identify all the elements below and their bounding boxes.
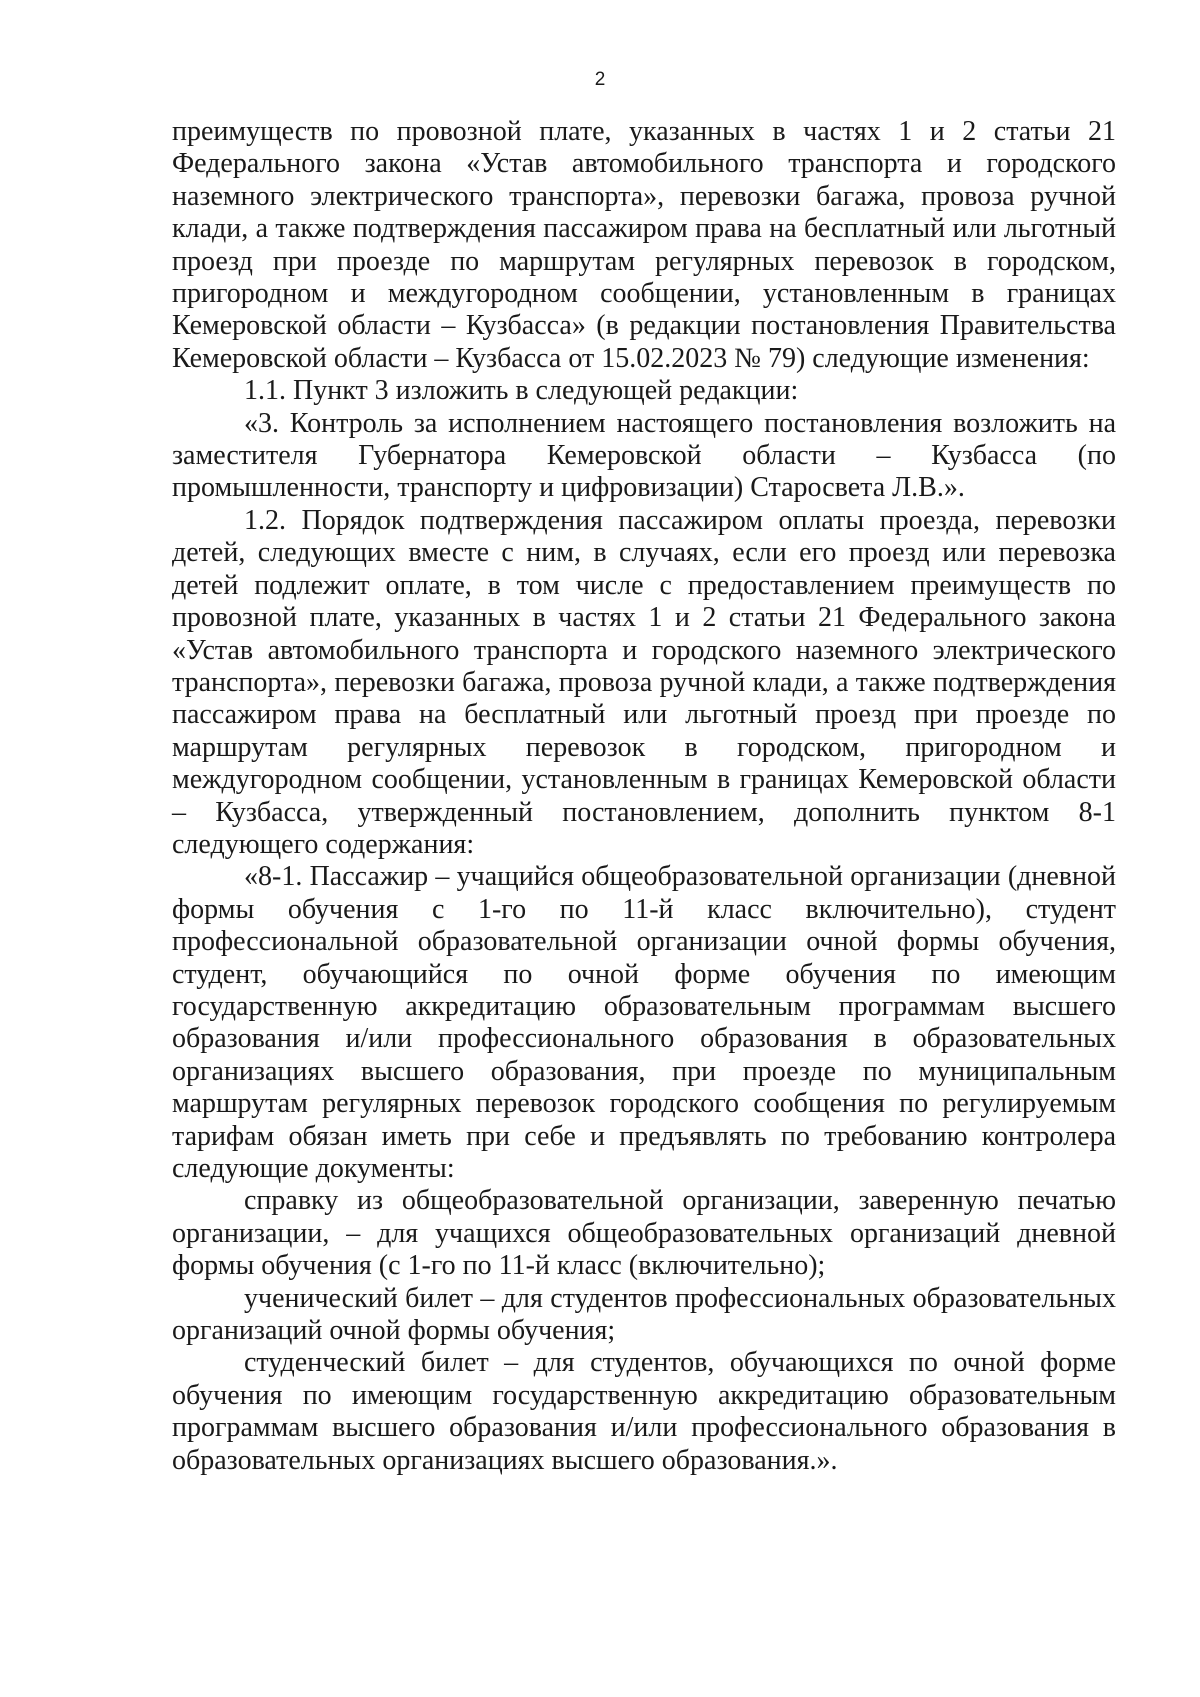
page-number: 2	[594, 69, 606, 90]
paragraph-quoted-item-8-1: «8-1. Пассажир – учащийся общеобразовательной организации (дневной формы обучения с 1-го по 11-й класс включительно), студент профессиональной образовательной организации очной формы обучения, студент, обучающийся по очной форме обучения по имеющим государственную аккредитацию образовательным программам высшего образования и/или профессионального образования в образовательных организациях высшего образования, при проезде по муниципальным маршрутам регулярных перевозок городского сообщения по регулируемым тарифам обязан иметь при себе и предъявлять по требованию контролера следующие документы:	[172, 861, 1116, 1184]
paragraph-document-certificate: справку из общеобразовательной организации, заверенную печатью организации, – для учащихся общеобразовательных организаций дневной формы обучения (с 1-го по 11-й класс (включительно);	[172, 1185, 1116, 1282]
paragraph-document-university-ticket: студенческий билет – для студентов, обучающихся по очной форме обучения по имеющим государственную аккредитацию образовательным программам высшего образования и/или профессионального образования в образовательных организациях высшего образования.».	[172, 1347, 1116, 1476]
paragraph-document-student-ticket: ученический билет – для студентов профессиональных образовательных организаций очной формы обучения;	[172, 1282, 1116, 1347]
paragraph-item-1-1: 1.1. Пункт 3 изложить в следующей редакции:	[244, 375, 799, 407]
document-body	[172, 116, 1116, 1477]
paragraph-item-1-2: 1.2. Порядок подтверждения пассажиром оплаты проезда, перевозки детей, следующих вместе с ним, в случаях, если его проезд или перевозка детей подлежит оплате, в том числе с предоставлением преимуществ по провозной плате, указанных в частях 1 и 2 статьи 21 Федерального закона «Устав автомобильного транспорта и городского наземного электрического транспорта», перевозки багажа, провоза ручной клади, а также подтверждения пассажиром права на бесплатный или льготный проезд при проезде по маршрутам регулярных перевозок в городском, пригородном и междугородном сообщении, установленным в границах Кемеровской области – Кузбасса, утвержденный постановлением, дополнить пунктом 8-1 следующего содержания:	[172, 504, 1116, 860]
paragraph-continuation: преимуществ по провозной плате, указанных в частях 1 и 2 статьи 21 Федерального закона «Устав автомобильного транспорта и городского наземного электрического транспорта», перевозки багажа, провоза ручной клади, а также подтверждения пассажиром права на бесплатный или льготный проезд при проезде по маршрутам регулярных перевозок в городском, пригородном и междугородном сообщении, установленным в границах Кемеровской области – Кузбасса» (в редакции постановления Правительства Кемеровской области – Кузбасса от 15.02.2023 № 79) следующие изменения:	[172, 116, 1116, 374]
paragraph-quoted-item-3: «3. Контроль за исполнением настоящего постановления возложить на заместителя Губернатора Кемеровской области – Кузбасса (по промышленности, транспорту и цифровизации) Старосвета Л.В.».	[172, 407, 1116, 504]
